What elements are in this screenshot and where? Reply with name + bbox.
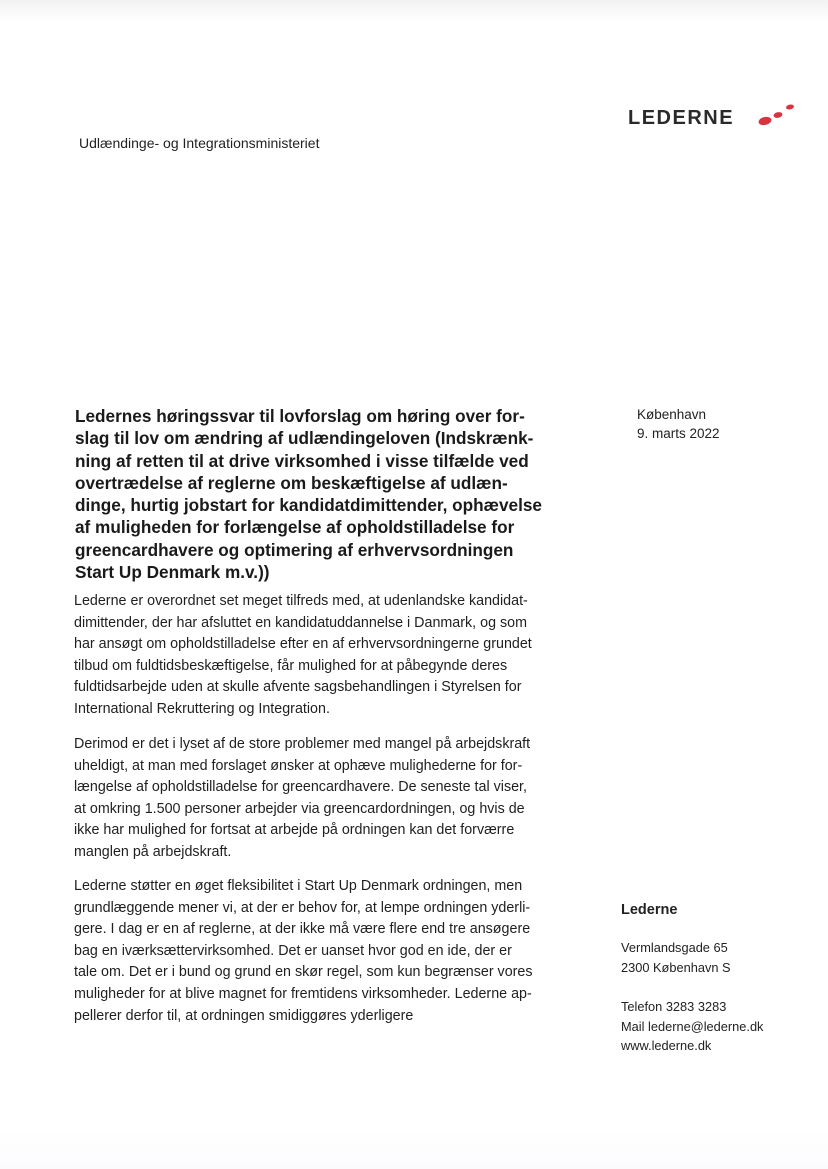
paragraph-line: tale om. Det er i bund og grund en skør regel, som kun begrænser vores xyxy=(74,964,533,981)
paragraph-3 xyxy=(74,876,574,1027)
paragraph-line: Derimod er det i lyset af de store problemer med mangel på arbejdskraft xyxy=(74,736,531,752)
date: 9. marts 2022 xyxy=(637,426,720,441)
logo-dot-large xyxy=(758,116,772,127)
heading-line: dinge, hurtig jobstart for kandidatdimittender, ophævelse xyxy=(75,495,542,516)
paragraph-line: længelse af opholdstilladelse for greencardhavere. De seneste tal viser, xyxy=(74,779,527,796)
logo-dot-medium xyxy=(773,111,783,118)
paragraph-line: ikke har mulighed for fortsat at arbejde på ordningen kan det forværre xyxy=(74,822,515,839)
paragraph-line: muligheder for at blive magnet for fremtidens virksomheder. Lederne ap- xyxy=(74,985,532,1002)
heading-line: Ledernes høringssvar til lovforslag om høring over for- xyxy=(75,406,525,426)
heading-line: overtrædelse af reglerne om beskæftigelse af udlæn- xyxy=(75,472,508,493)
paragraph-2 xyxy=(74,734,574,864)
paragraph-line: Lederne støtter en øget fleksibilitet i Start Up Denmark ordningen, men xyxy=(74,878,523,894)
paragraph-line: Lederne er overordnet set meget tilfreds med, at udenlandske kandidat- xyxy=(74,593,528,609)
contact-street: Vermlandsgade 65 xyxy=(621,940,728,955)
paragraph-line: tilbud om fuldtidsbeskæftigelse, får mulighed for at påbegynde deres xyxy=(74,657,508,674)
place-date xyxy=(637,405,720,443)
place: København xyxy=(637,407,707,422)
contact-phone: Telefon 3283 3283 xyxy=(621,999,727,1014)
document-heading xyxy=(75,405,575,583)
paragraph-line: gere. I dag er en af reglerne, at der ikke må være flere end tre ansøgere xyxy=(74,921,531,938)
paragraph-line: fuldtidsarbejde uden at skulle afvente sagsbehandlingen i Styrelsen for xyxy=(74,679,522,696)
heading-line: af muligheden for forlængelse af opholdstilladelse for xyxy=(75,517,515,538)
paragraph-1 xyxy=(74,591,574,721)
lederne-logo xyxy=(628,102,808,132)
contact-block xyxy=(621,900,811,1076)
paragraph-line: International Rekruttering og Integration. xyxy=(74,700,330,717)
contact-org: Lederne xyxy=(621,902,678,918)
logo-dots-icon xyxy=(756,102,806,132)
heading-line: greencardhavere og optimering af erhvervsordningen xyxy=(75,539,514,560)
scan-top-edge xyxy=(0,0,828,22)
paragraph-line: pellerer derfor til, at ordningen smidiggøres yderligere xyxy=(74,1007,414,1024)
paragraph-line: dimittender, der har afsluttet en kandidatuddannelse i Danmark, og som xyxy=(74,614,527,631)
contact-address xyxy=(621,938,811,977)
paragraph-line: manglen på arbejdskraft. xyxy=(74,843,232,860)
recipient: Udlændinge- og Integrationsministeriet xyxy=(79,135,320,151)
contact-web[interactable]: www.lederne.dk xyxy=(621,1038,712,1053)
paragraph-line: bag en iværksættervirksomhed. Det er uanset hvor god en ide, der er xyxy=(74,942,512,959)
heading-line: ning af retten til at drive virksomhed i visse tilfælde ved xyxy=(75,450,529,471)
scan-bottom-edge xyxy=(0,1129,828,1169)
paragraph-line: grundlæggende mener vi, at der er behov for, at lempe ordningen yderli- xyxy=(74,899,531,916)
paragraph-line: at omkring 1.500 personer arbejder via greencardordningen, og hvis de xyxy=(74,800,525,817)
heading-line: slag til lov om ændring af udlændingeloven (Indskrænk- xyxy=(75,428,534,449)
paragraph-line: har ansøgt om opholdstilladelse efter en af erhvervsordningerne grundet xyxy=(74,636,532,653)
heading-line: Start Up Denmark m.v.)) xyxy=(75,562,270,583)
paragraph-line: uheldigt, at man med forslaget ønsker at ophæve mulighederne for for- xyxy=(74,757,523,774)
contact-mail[interactable]: Mail lederne@lederne.dk xyxy=(621,1018,764,1034)
logo-dot-small xyxy=(786,104,795,110)
contact-city: 2300 København S xyxy=(621,959,731,975)
logo-wordmark: LEDERNE xyxy=(628,107,735,129)
contact-details xyxy=(621,997,811,1056)
